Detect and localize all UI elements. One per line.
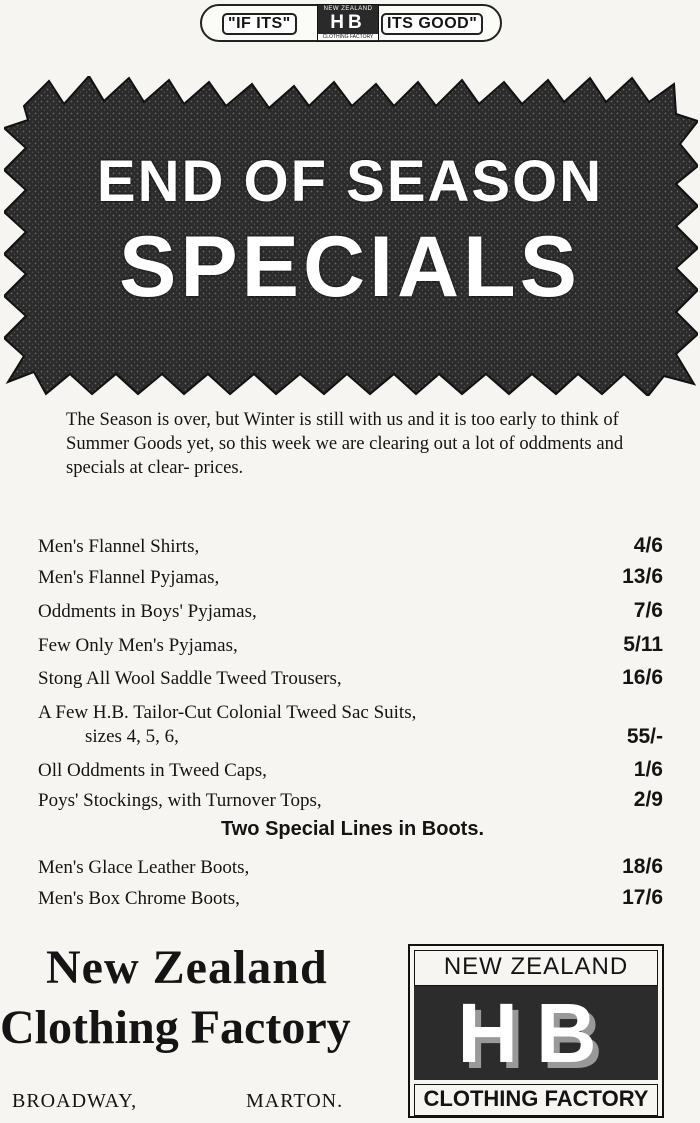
logo-top-text: NEW ZEALAND [414,950,658,986]
boot-item-price: 17/6 [622,886,663,909]
slogan-banner [200,4,502,42]
item-price: 5/11 [623,633,663,656]
address-town: MARTON. [246,1090,344,1112]
slogan-right-text: ITS GOOD" [381,13,483,35]
item-label: Oll Oddments in Tweed Caps, [38,760,267,781]
logo-bottom-text: CLOTHING FACTORY [414,1084,658,1116]
item-label: Men's Flannel Pyjamas, [38,567,220,588]
item-sub-label: sizes 4, 5, 6, [85,726,179,747]
item-price: 7/6 [633,599,663,622]
item-label: Stong All Wool Saddle Tweed Trousers, [38,668,342,689]
company-name-line-1: New Zealand [46,941,328,994]
item-price: 13/6 [622,565,663,588]
intro-paragraph: The Season is over, but Winter is still with us and it is too early to think of Summer Goods yet, so this week we are clearing out a lot of oddments and specials at clear- prices. [66,409,624,478]
item-label: Poys' Stockings, with Turnover Tops, [38,790,322,811]
item-label: Oddments in Boys' Pyjamas, [38,601,257,622]
boot-item-label: Men's Box Chrome Boots, [38,888,240,909]
mini-logo-top-text: NEW ZEALAND [323,6,373,12]
boot-item-label: Men's Glace Leather Boots, [38,857,250,878]
item-price: 2/9 [633,788,663,811]
hb-logo [408,944,664,1118]
logo-letter-panel [414,986,658,1080]
item-label: Few Only Men's Pyjamas, [38,635,238,656]
item-price: 1/6 [633,758,663,781]
item-label: A Few H.B. Tailor-Cut Colonial Tweed Sac Suits, [38,702,417,723]
mini-logo-bottom-text: CLOTHING FACTORY [318,34,378,40]
headline-line-1: END OF SEASON [96,149,604,214]
item-price: 55/- [626,725,663,748]
mini-hb-logo [317,4,379,42]
boot-item-price: 18/6 [622,855,663,878]
company-name-line-2: Clothing Factory [0,1001,351,1054]
address-street: BROADWAY, [12,1090,138,1112]
slogan-left-text: "IF ITS" [222,13,297,35]
item-label: Men's Flannel Shirts, [38,536,200,557]
headline-line-2: SPECIALS [118,219,582,315]
mini-logo-letters: HB [330,12,366,33]
logo-letters: HB [457,986,615,1080]
boots-heading: Two Special Lines in Boots. [221,818,484,840]
item-price: 16/6 [622,666,663,689]
item-price: 4/6 [633,534,663,557]
